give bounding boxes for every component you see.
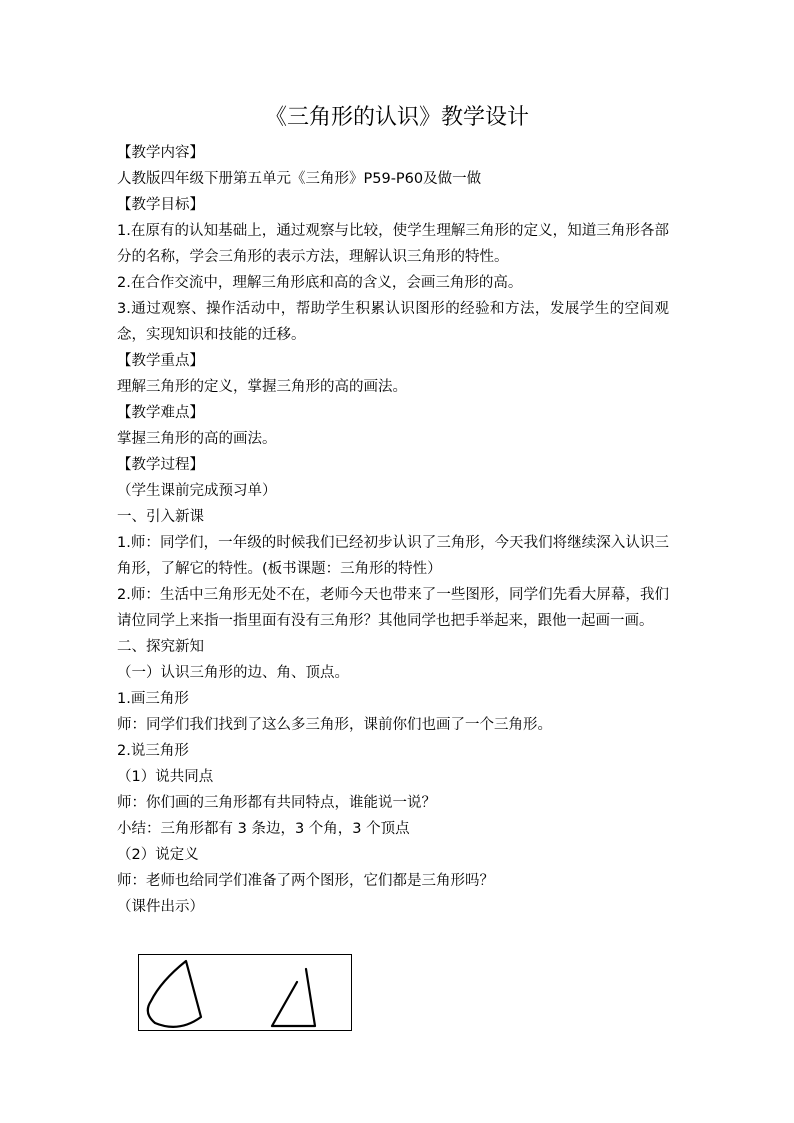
section-heading-goals: 【教学目标】	[117, 197, 204, 213]
draw-triangle-text: 师：同学们我们找到了这么多三角形，课前你们也画了一个三角形。	[117, 717, 552, 733]
figure-svg	[139, 955, 351, 1030]
paragraph-2: 2.师：生活中三角形无处不在，老师今天也带来了一些图形，同学们先看大屏幕，我们请位同学上来指一指里面有没有三角形？其他同学也把手举起来，跟他一起画一画。	[117, 587, 669, 629]
goal-3: 3.通过观察、操作活动中，帮助学生积累认识图形的经验和方法，发展学生的空间观念，实现知识和技能的迁移。	[117, 301, 669, 343]
draw-triangle-heading: 1.画三角形	[117, 691, 189, 707]
curved-sector-shape	[148, 961, 201, 1027]
goal-2: 2.在合作交流中，理解三角形底和高的含义，会画三角形的高。	[117, 275, 523, 291]
section-heading-key: 【教学重点】	[117, 353, 204, 369]
document-body	[117, 140, 669, 920]
paragraph-1: 1.师：同学们，一年级的时候我们已经初步认识了三角形，今天我们将继续深入认识三角形，了解它的特性。(板书课题：三角形的特性）	[117, 535, 669, 577]
key-text: 理解三角形的定义，掌握三角形的高的画法。	[117, 379, 407, 395]
say-common-heading: （1）说共同点	[117, 769, 214, 785]
courseware-note: （课件出示）	[117, 899, 204, 915]
goal-1: 1.在原有的认知基础上，通过观察与比较，使学生理解三角形的定义，知道三角形各部分的名称，学会三角形的表示方法，理解认识三角形的特性。	[117, 223, 669, 265]
subsection-1: （一）认识三角形的边、角、顶点。	[117, 665, 349, 681]
content-text: 人教版四年级下册第五单元《三角形》P59-P60及做一做	[117, 171, 482, 187]
say-definition-question: 师：老师也给同学们准备了两个图形，它们都是三角形吗？	[117, 873, 494, 889]
difficulty-text: 掌握三角形的高的画法。	[117, 431, 277, 447]
say-triangle-heading: 2.说三角形	[117, 743, 189, 759]
part-1-heading: 一、引入新课	[117, 509, 204, 525]
part-2-heading: 二、探究新知	[117, 639, 204, 655]
open-triangle-shape	[272, 969, 315, 1026]
courseware-figure	[138, 954, 352, 1031]
process-note: （学生课前完成预习单）	[117, 483, 277, 499]
section-heading-difficulty: 【教学难点】	[117, 405, 204, 421]
say-common-question: 师：你们画的三角形都有共同特点，谁能说一说？	[117, 795, 436, 811]
say-definition-heading: （2）说定义	[117, 847, 199, 863]
section-heading-process: 【教学过程】	[117, 457, 204, 473]
say-common-summary: 小结：三角形都有 3 条边，3 个角，3 个顶点	[117, 821, 410, 837]
document-title: 《三角形的认识》教学设计	[264, 105, 529, 130]
section-heading-content: 【教学内容】	[117, 145, 204, 161]
